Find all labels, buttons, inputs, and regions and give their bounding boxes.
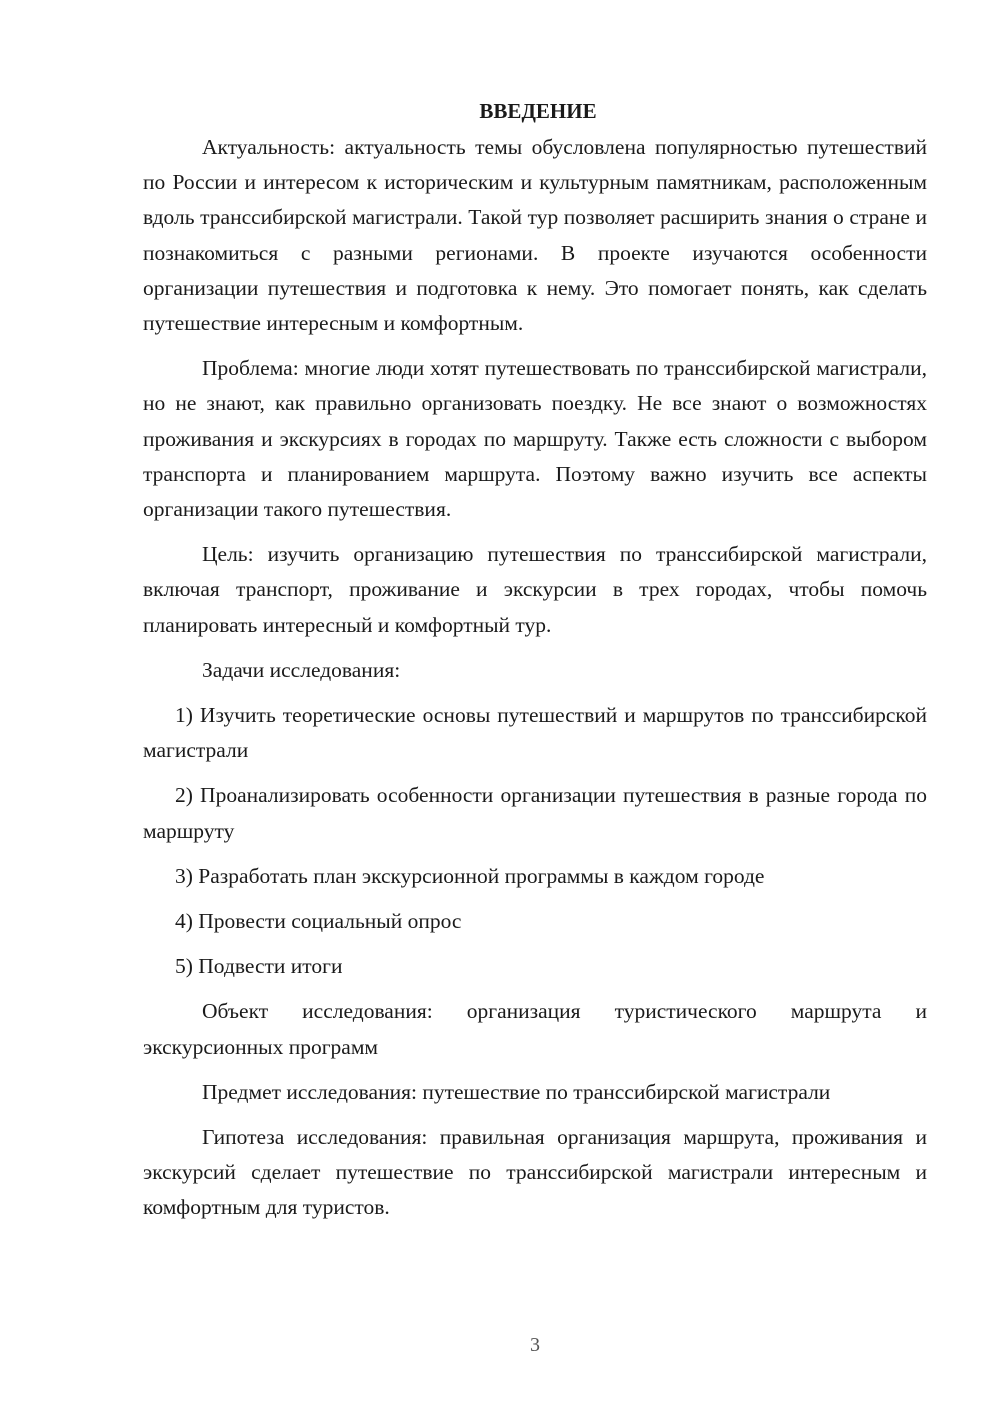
list-item: 2) Проанализировать особенности организации путешествия в разные города по маршруту: [143, 783, 927, 843]
page-title: ВВЕДЕНИЕ: [479, 99, 597, 123]
tasks-heading: Задачи исследования:: [202, 657, 401, 682]
object-paragraph: Объект исследования: организация туристического маршрута и экскурсионных программ: [143, 999, 927, 1059]
relevance-paragraph: Актуальность: актуальность темы обусловлена популярностью путешествий по России и интересом к историческим и культурным памятникам, расположенным вдоль транссибирской магистрали. Такой тур позволяет расширить знания о стране и познакомиться с разными регионами. В проекте изучаются особенности организации путешествия и подготовка к нему. Это помогает понять, как сделать путешествие интересным и комфортным.: [143, 135, 927, 336]
list-item: 4) Провести социальный опрос: [175, 909, 462, 934]
hypothesis-paragraph: Гипотеза исследования: правильная организация маршрута, проживания и экскурсий сделает путешествие по транссибирской магистрали интересным и комфортным для туристов.: [143, 1125, 927, 1220]
list-item: 5) Подвести итоги: [175, 954, 343, 979]
problem-paragraph: Проблема: многие люди хотят путешествовать по транссибирской магистрали, но не знают, как правильно организовать поездку. Не все знают о возможностях проживания и экскурсиях в городах по маршруту. Также есть сложности с выбором транспорта и планированием маршрута. Поэтому важно изучить все аспекты организации такого путешествия.: [143, 356, 927, 522]
goal-paragraph: Цель: изучить организацию путешествия по транссибирской магистрали, включая транспорт, проживание и экскурсии в трех городах, чтобы помочь планировать интересный и комфортный тур.: [143, 542, 927, 637]
document-page: [143, 96, 927, 1236]
subject-paragraph: Предмет исследования: путешествие по транссибирской магистрали: [202, 1079, 831, 1104]
list-item: 3) Разработать план экскурсионной программы в каждом городе: [175, 863, 765, 888]
tasks-list: [143, 698, 927, 984]
page-number: 3: [530, 1334, 540, 1356]
list-item: 1) Изучить теоретические основы путешествий и маршрутов по транссибирской магистрали: [143, 703, 927, 763]
